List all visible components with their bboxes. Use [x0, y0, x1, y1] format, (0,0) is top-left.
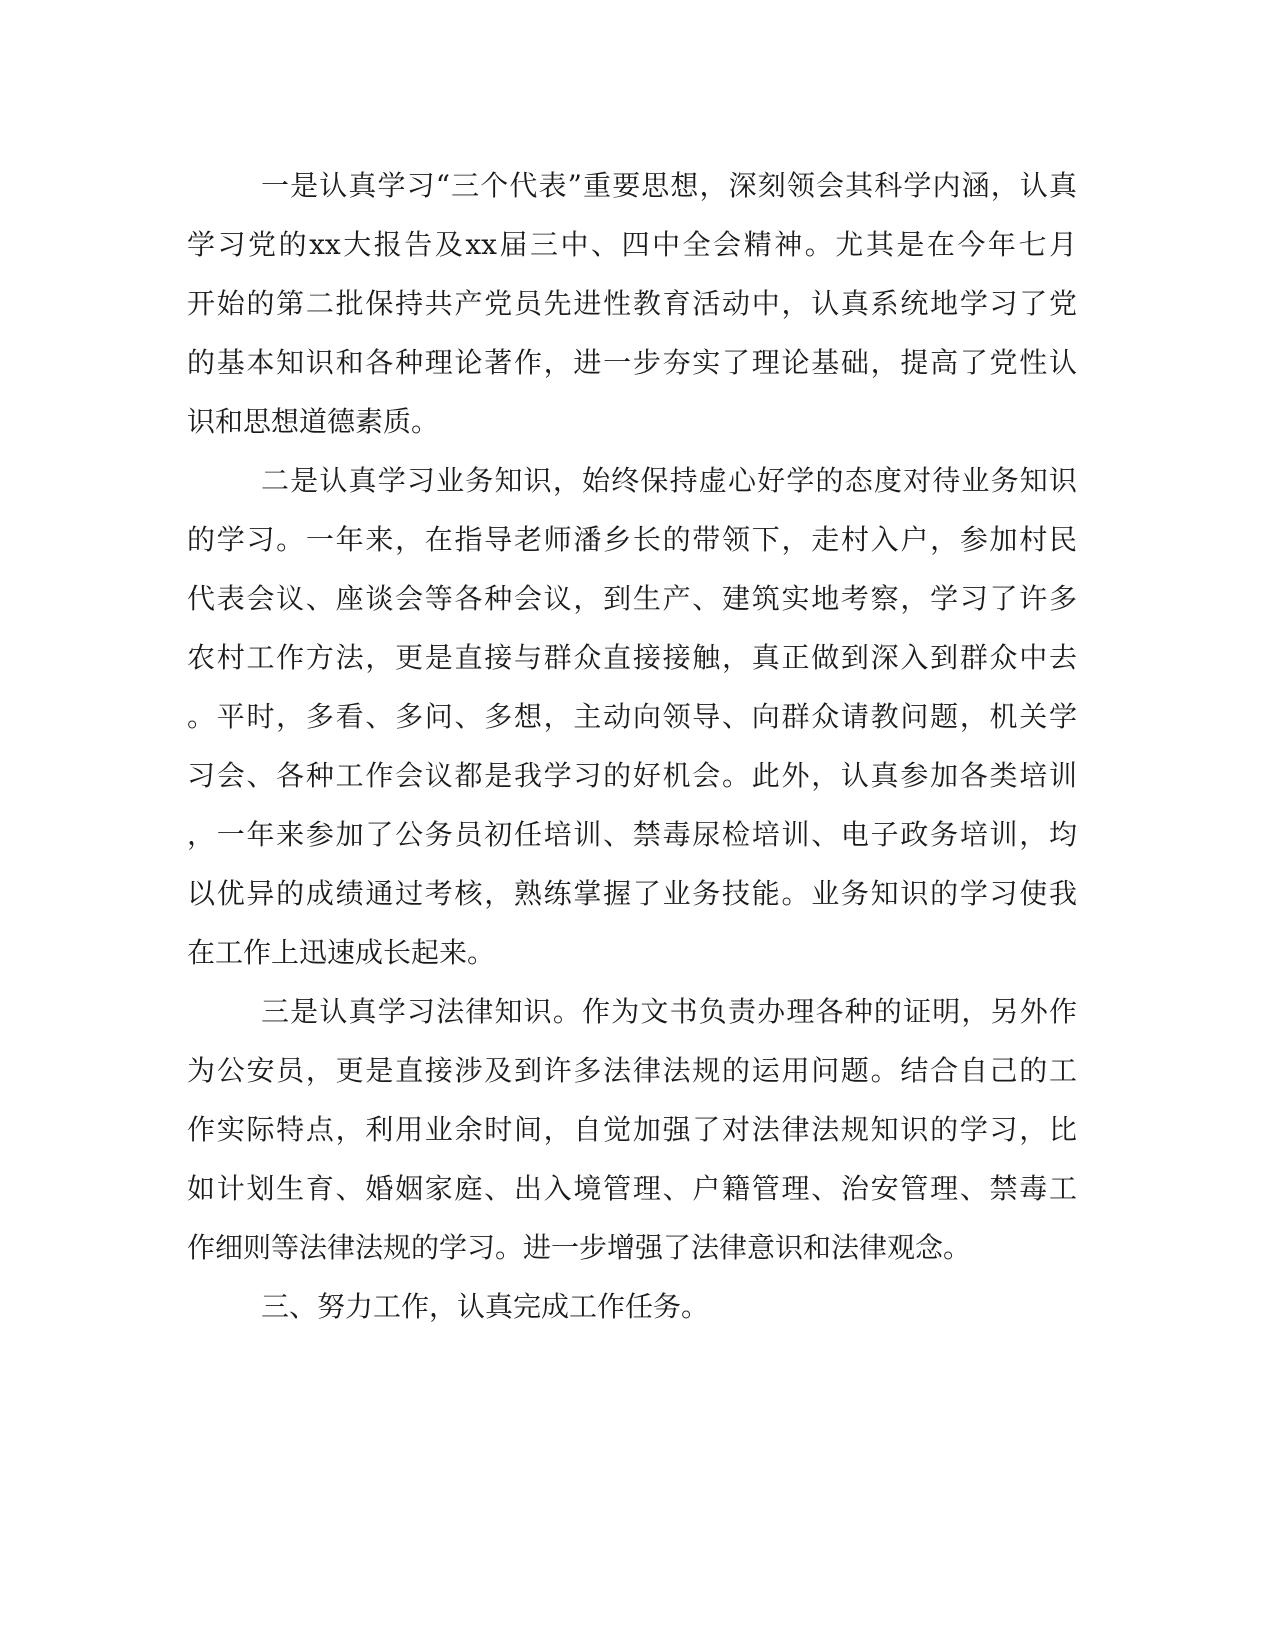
text-line: 识和思想道德素质。 — [187, 405, 440, 438]
text-line: 为公安员，更是直接涉及到许多法律法规的运用问题。结合自己的工 — [187, 1054, 1077, 1087]
text-line: 习会、各种工作会议都是我学习的好机会。此外，认真参加各类培训 — [187, 759, 1077, 792]
paragraph-legal-study — [187, 982, 1077, 1277]
text-line: 如计划生育、婚姻家庭、出入境管理、户籍管理、治安管理、禁毒工 — [187, 1172, 1077, 1205]
text-line: 二是认真学习业务知识，始终保持虚心好学的态度对待业务知识 — [261, 464, 1077, 497]
paragraph-political-study — [187, 156, 1077, 451]
text-line: 学习党的xx大报告及xx届三中、四中全会精神。尤其是在今年七月 — [187, 228, 1077, 261]
section-heading-work — [187, 1277, 1077, 1336]
text-line: 。平时，多看、多问、多想，主动向领导、向群众请教问题，机关学 — [187, 700, 1077, 733]
paragraph-business-study — [187, 451, 1077, 982]
text-line: 作实际特点，利用业余时间，自觉加强了对法律法规知识的学习，比 — [187, 1113, 1077, 1146]
text-line: 代表会议、座谈会等各种会议，到生产、建筑实地考察，学习了许多 — [187, 582, 1077, 615]
text-line: 三是认真学习法律知识。作为文书负责办理各种的证明，另外作 — [261, 995, 1077, 1028]
text-line: 的学习。一年来，在指导老师潘乡长的带领下，走村入户，参加村民 — [187, 523, 1077, 556]
text-line: 以优异的成绩通过考核，熟练掌握了业务技能。业务知识的学习使我 — [187, 877, 1077, 910]
text-line: 在工作上迅速成长起来。 — [187, 936, 496, 969]
heading-line: 三、努力工作，认真完成工作任务。 — [261, 1290, 710, 1323]
text-line: 一是认真学习“三个代表”重要思想，深刻领会其科学内涵，认真 — [261, 169, 1077, 202]
text-line: 开始的第二批保持共产党员先进性教育活动中，认真系统地学习了党 — [187, 287, 1077, 320]
text-line: 农村工作方法，更是直接与群众直接接触，真正做到深入到群众中去 — [187, 641, 1077, 674]
text-line: 作细则等法律法规的学习。进一步增强了法律意识和法律观念。 — [187, 1231, 972, 1264]
text-line: ，一年来参加了公务员初任培训、禁毒尿检培训、电子政务培训，均 — [187, 818, 1077, 851]
text-line: 的基本知识和各种理论著作，进一步夯实了理论基础，提高了党性认 — [187, 346, 1077, 379]
document-body — [187, 156, 1077, 1336]
